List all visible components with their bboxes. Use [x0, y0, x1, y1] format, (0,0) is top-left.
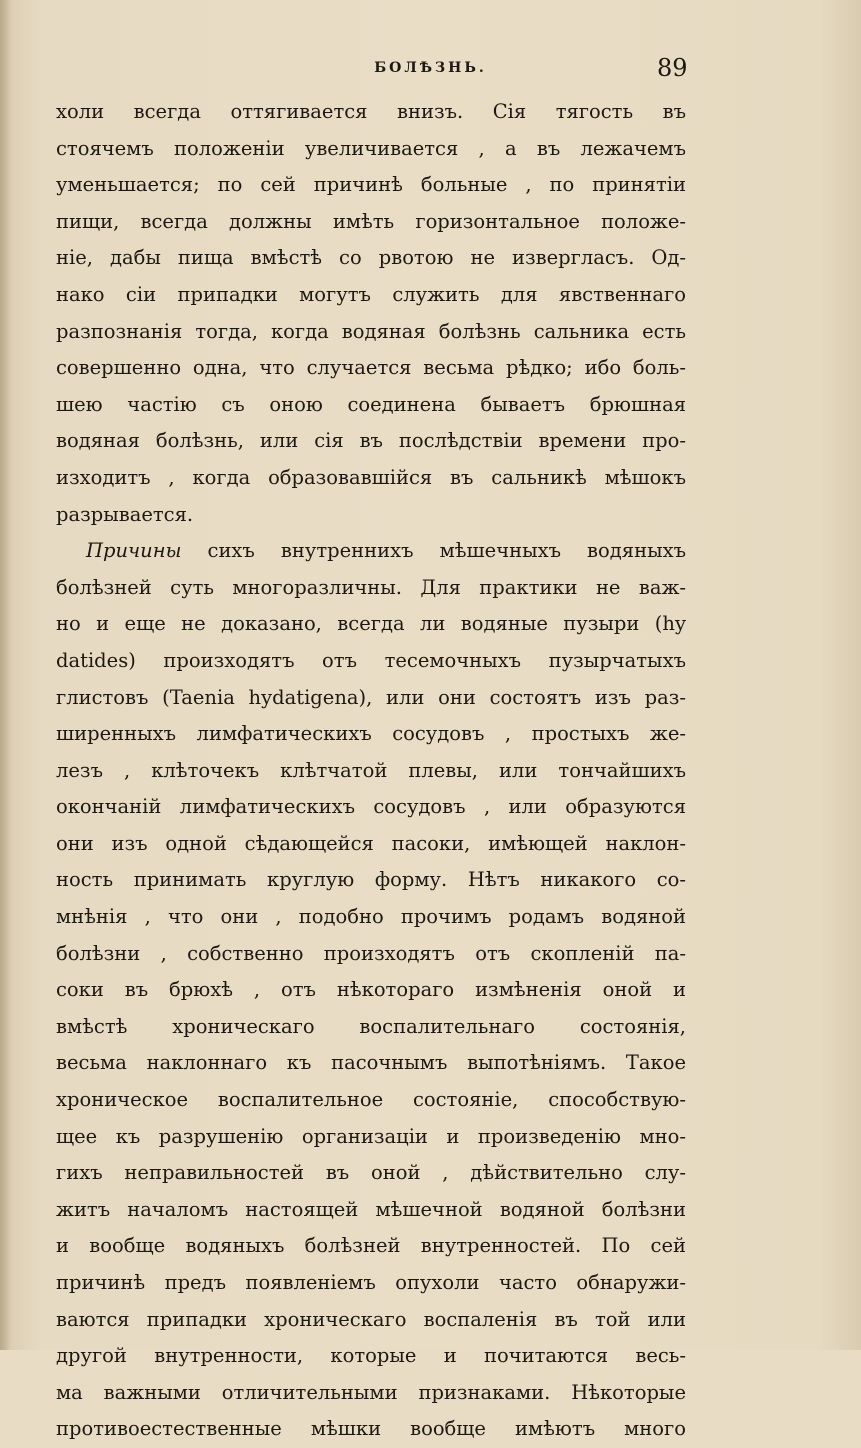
text-line: щее къ разрушенію организаціи и произведенію мно- [56, 1124, 686, 1148]
text-line: и вообще водяныхъ болѣзней внутренностей. По сей [56, 1234, 686, 1258]
text-line: другой внутренности, которые и почитаются весь- [56, 1344, 686, 1368]
text-line: холи всегда оттягивается внизъ. Сія тягость въ [56, 100, 686, 123]
text-line: ніе, дабы пища вмѣстѣ со рвотою не извергласъ. Од- [56, 246, 686, 270]
italic-lead-word: Причины [86, 539, 182, 563]
text-line: житъ началомъ настоящей мѣшечной водяной болѣзни [56, 1197, 686, 1221]
page-number: 89 [657, 54, 688, 82]
paragraph-2 [56, 533, 686, 1448]
text-line: ма важными отличительными признаками. Нѣкоторые [56, 1380, 686, 1404]
text-line: они изъ одной сѣдающейся пасоки, имѣющей наклон- [56, 831, 686, 855]
text-line: нако сіи припадки могутъ служить для явственнаго [56, 282, 686, 306]
text-line: уменьшается; по сей причинѣ больные , по принятіи [56, 173, 686, 197]
text-line: вмѣстѣ хроническаго воспалительнаго состоянія, [56, 1014, 686, 1038]
text-line: шею частію съ оною соединена бываетъ брюшная [56, 392, 686, 416]
text-line: причинѣ предъ появленіемъ опухоли часто обнаружи- [56, 1271, 686, 1294]
text-line: стоячемъ положеніи увеличивается , а въ лежачемъ [56, 136, 686, 160]
text-line: окончаній лимфатическихъ сосудовъ , или образуются [56, 795, 686, 819]
text-line [56, 533, 686, 570]
text-line: водяная болѣзнь, или сія въ послѣдствіи времени про- [56, 429, 686, 453]
text-line: весьма наклоннаго къ пасочнымъ выпотѣніямъ. Такое [56, 1051, 686, 1075]
text-line: мнѣнія , что они , подобно прочимъ родамъ водяной [56, 905, 686, 929]
text-line: гихъ неправильностей въ оной , дѣйствительно слу- [56, 1161, 686, 1185]
running-title: БОЛѢЗНЬ. [374, 60, 487, 76]
text-line: хроническое воспалительное состояніе, способствую- [56, 1088, 686, 1112]
text-line: ность принимать круглую форму. Нѣтъ никакого со- [56, 868, 686, 892]
text-line: лезъ , клѣточекъ клѣтчатой плевы, или тончайшихъ [56, 758, 686, 782]
paragraph-1 [56, 94, 686, 533]
text-line: противоестественные мѣшки вообще имѣютъ много [56, 1417, 686, 1441]
text-line: разпознанія тогда, когда водяная болѣзнь сальника есть [56, 319, 686, 343]
text-line: ваются припадки хроническаго воспаленія въ той или [56, 1307, 686, 1331]
text-line: глистовъ (Taenia hydatigena), или они состоятъ изъ раз- [56, 685, 686, 709]
text-line: болѣзни , собственно произходятъ отъ скопленій па- [56, 941, 686, 965]
text-line: пищи, всегда должны имѣть горизонтальное положе- [56, 209, 686, 233]
text-line: datides) произходятъ отъ тесемочныхъ пузырчатыхъ [56, 648, 686, 672]
body-text [56, 94, 686, 1448]
text-line: ширенныхъ лимфатическихъ сосудовъ , простыхъ же- [56, 722, 686, 746]
text-line: совершенно одна, что случается весьма рѣдко; ибо боль- [56, 356, 686, 380]
text-line: соки въ брюхѣ , отъ нѣкотораго измѣненія оной и [56, 978, 686, 1002]
text-line: но и еще не доказано, всегда ли водяные пузыри (hy [56, 612, 686, 636]
text-line: болѣзней суть многоразличны. Для практики не важ- [56, 575, 686, 599]
text-line: разрывается. [56, 502, 194, 526]
text-line: изходитъ , когда образовавшійся въ сальникѣ мѣшокъ [56, 465, 686, 489]
lead-line-rest: сихъ внутреннихъ мѣшечныхъ водяныхъ [181, 539, 686, 563]
